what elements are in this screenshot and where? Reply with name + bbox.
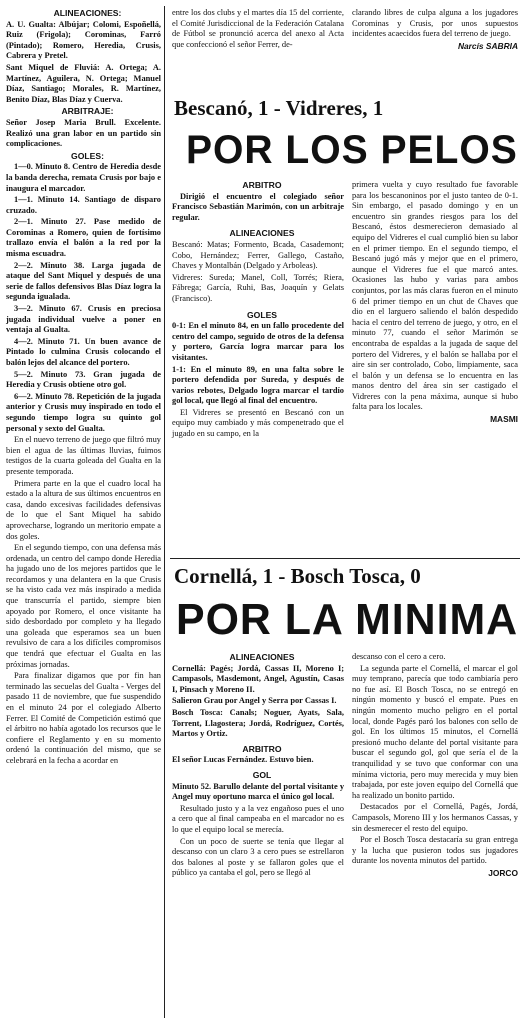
alineaciones-heading: ALINEACIONES xyxy=(229,228,295,239)
gol-entry: 5—2. Minuto 73. Gran jugada de Heredia y Crusis obtiene otro gol. xyxy=(6,369,161,390)
gol-entry: 0-1: En el minuto 84, en un fallo procedente del centro del campo, seguido de otros de la defensa y portero, García logra marcar para los visitantes. xyxy=(172,321,344,362)
gol-entry: 3—2. Minuto 67. Crusis en preciosa jugada individual vuelve a poner en ventaja al Gualta. xyxy=(6,304,161,335)
author-signature: JORCO xyxy=(488,867,518,878)
alineaciones-gualta: A. U. Gualta: Albújar; Colomi, Espoñellá, Ruiz (Frigola); Corominas, Farró (Pintado); Romero, Heredia, Crusis, Cabrera y Pretel. xyxy=(6,19,161,61)
match2-subtitle: Cornellá, 1 - Bosch Tosca, 0 xyxy=(174,564,421,588)
body-paragraph: Primera parte en la que el cuadro local ha estado a la altura de sus últimos encuentros en casa, dando excesivas facilidades defensivas de lo que el Sant Miquel ha sabido aprovecharse, logrando un meritorio empate a dos goles. xyxy=(6,478,161,541)
alineaciones-cornella: Cornellá: Pagés; Jordá, Cassas II, Moreno I; Campasols, Masdemont, Angel, Agustín, Casas I, Pinsach y Moreno II. xyxy=(172,663,344,694)
column-divider xyxy=(164,6,165,1018)
body-paragraph: Resultado justo y a la vez engañoso pues el uno a cero que al final campeaba en el marcador no es lo que el equipo local se merecía. xyxy=(172,803,344,834)
alineaciones-heading: ALINEACIONES: xyxy=(53,8,122,18)
arbitro-text: El señor Lucas Fernández. Estuvo bien. xyxy=(172,755,314,765)
match1-title: POR LOS PELOS xyxy=(186,128,518,172)
body-paragraph: El Vidreres se presentó en Bescanó con un equipo muy cambiado y más compenetrado que el jugado en su campo, en la xyxy=(172,407,344,439)
body-paragraph: Con un poco de suerte se tenía que llegar al descanso con un claro 3 a cero pues se estrellaron dos balones al poste y se fallaron goles que el público ya cantaba el gol, pero se llegó al xyxy=(172,836,344,878)
gol-entry: 6—2. Minuto 78. Repetición de la jugada anterior y Crusis muy inspirado en todo el segundo tiempo logra su quinto gol personal y sexto del Gualta. xyxy=(6,391,161,433)
arbitro-heading: ARBITRO xyxy=(242,743,282,754)
gol-entry: 1-1: En el minuto 89, en una falta sobre le portero defendida por Sureda, y después de varios rebotes, Delgado logra marcar el tardío gol local, que llegó al final del encuentro. xyxy=(172,364,344,406)
body-paragraph: La segunda parte el Cornellá, el marcar el gol muy temprano, parecía que todo cambiaría pero no fue así. El Bosch Tosca, no se entregó en ningún momento y buscó el empate. Pues en ningún momento mucho peligro en el portal local, donde Pagés paró los balones con sello de gol. En los últimos 15 minutos, el Cornellá presionó mucho delante del portal visitante para buscar el segundo gol, gol que sería el de la tranquilidad y se tuvo que conformar con una mínima victoria, pero muy merecida y muy bien trabajada, por este joven equipo del Cornellá que ha realizado un bonito partido. xyxy=(352,663,518,800)
gol-entry: 1—1. Minuto 14. Santiago de disparo cruzado. xyxy=(6,195,161,215)
alineaciones-vidreres: Vidreres: Sureda; Manel, Coll, Torrés; Riera, Fábrega; García, Ruhi, Bas, Joaquín y Gelats (Francisco). xyxy=(172,272,344,303)
alineaciones-heading: ALINEACIONES xyxy=(229,652,295,662)
gol-entry: 2—2. Minuto 38. Larga jugada de ataque del Sant Miquel y después de una serie de fallos defensivos Blas Díaz logra la segunda igualada. xyxy=(6,260,161,302)
alineaciones-bescano: Bescanó: Matas; Formento, Bcada, Casademont; Cobo, Hernández; Ferrer, Gallego, Castaño, Chaves y Montalbán (Delgado y Arboleas). xyxy=(172,239,344,271)
gol-entry: 1—0. Minuto 8. Centro de Heredia desde la banda derecha, remata Crusis por bajo e inaugura el marcador. xyxy=(6,162,161,193)
match2-left-column xyxy=(172,652,344,880)
gol-entry: 2—1. Minuto 27. Pase medido de Corominas a Romero, quien de fortísimo trallazo envía el balón a la red por la misma escuadra. xyxy=(6,217,161,259)
body-paragraph: En el segundo tiempo, con una defensa más ordenada, un centro del campo donde Heredia ha jugado uno de los mejores partidos que le recordamos y una delantera en la que Crusis se ha visto cada vez más inspirado a medida que transcurría el partido, siempre bien apoyado por Romero, el once visitante ha sido desbordado por completo y ha llegado una goleada que esperamos sea un buen revulsivo de cara a los difíciles compromisos que tendrá que efectuar el Gualta en las próximas jornadas. xyxy=(6,543,161,669)
author-signature: MASMI xyxy=(490,414,518,425)
match1-left-column xyxy=(172,180,344,441)
goles-heading: GOLES: xyxy=(71,150,104,161)
arbitraje-text: Señor Josep Maria Brull. Excelente. Realizó una gran labor en un partido sin complicaciones. xyxy=(6,117,161,149)
gol-entry: Minuto 52. Barullo delante del portal visitante y Angel muy oportuno marca el único gol local. xyxy=(172,781,344,802)
gol-heading: GOL xyxy=(252,769,272,780)
arbitro-heading: ARBITRO xyxy=(242,180,282,190)
match1-subtitle: Bescanó, 1 - Vidreres, 1 xyxy=(174,96,384,120)
match2-title: POR LA MINIMA xyxy=(176,595,519,644)
match2-right-column xyxy=(352,652,518,879)
body-paragraph: descanso con el cero a cero. xyxy=(352,652,446,661)
author-signature: Narcís SABRIA xyxy=(457,40,518,51)
alineaciones-sustituciones: Salieron Grau por Angel y Serra por Cassas I. xyxy=(172,696,337,706)
body-paragraph: Para finalizar digamos que por fin han terminado las secuelas del Gualta - Verges del pasado 11 de noviembre, que fue suspendido en el minuto 24 por el colegiado Alberto Ferrer. El Comité de Competición estimó que el árbitro no había agotado los recursos que le confiere el Reglamento y en su momento ordenó la continuación del mismo, que se celebrará en la fecha a acordar en xyxy=(6,671,161,765)
body-paragraph: primera vuelta y cuyo resultado fue favorable para los bescanoninos por el justo tanteo de 0-1. Sin embargo, el pasado domingo y en un encuentro sin grandes riesgos para los del Bescanó, éstos desmerecieron demasiado al equipo del Vidreres el cual cumplió bien su labor en el primer tiempo. En el segundo tiempo, el Bescanó jugó más y mejor que en el primero, aunque el Vidreres fue el que marcó antes. Ocasiones las hubo y varias para ambos conjuntos, por las más claras fueron en el minuto 6 del primer tiempo en un chut de Chaves que dio en el larguero saliendo el balón despedido hacia el centro del terreno de juego, y otro, en el minuto 77, cuando el señor Marimón se encontraba de espaldas a la jugada de saque del portero del Vidreres, y el balón se hallaba por el aire sin ser controlado, Cobo, limpiamente, saca el balón y un defensa se lo encuentra en las manos dentro del área sin ser castigado el Vidreres con la pena máxima, aunque si hubo falta para los locales. xyxy=(352,180,518,412)
body-paragraph: Por el Bosch Tosca destacaría su gran entrega y la lucha que pusieron todos sus jugadores durante los noventa minutos del partido. xyxy=(352,835,518,866)
arbitro-text: Dirigió el encuentro el colegiado señor Francisco Sebastián Marimón, con un arbitraje regular. xyxy=(172,191,344,222)
continuation-text: entre los dos clubs y el martes día 15 del corriente, el Comité Jurisdiccional de la Federación Catalana de Fútbol se pronunció acerca del anexo al Acta que confeccionó el señor Ferrer, de- xyxy=(172,8,344,49)
top-continuation-right xyxy=(352,8,518,52)
top-continuation-mid xyxy=(172,8,344,51)
left-column xyxy=(6,8,161,768)
alineaciones-sant-miquel: Sant Miquel de Fluviá: A. Ortega; A. Martínez, Aguilera, N. Ortega; Manuel Díaz, Santiago; Morales, R. Martínez, Benito Díaz, Blas Díaz y Cuerva. xyxy=(6,62,161,104)
continuation-text: clarando libres de culpa alguna a los jugadores Corominas y Crusis, por unos supuestos incidentes acaecidos fuera del terreno de juego. xyxy=(352,8,518,39)
gol-entry: 4—2. Minuto 71. Un buen avance de Pintado lo culmina Crusis colocando el balón lejos del alcance del portero. xyxy=(6,336,161,367)
body-paragraph: En el nuevo terreno de juego que filtró muy bien el agua de las últimas lluvias, fuimos testigos de la cuarta goleada del Gualta en la presente temporada. xyxy=(6,435,161,476)
match1-right-column xyxy=(352,180,518,426)
goles-heading: GOLES xyxy=(246,309,278,320)
section-divider xyxy=(170,558,520,559)
alineaciones-bosch-tosca: Bosch Tosca: Canals; Noguer, Ayats, Sala, Torrent, Llagostera; Jordá, Rodríguez, Cortés, Martos y Ortiz. xyxy=(172,707,344,739)
body-paragraph: Destacados por el Cornellá, Pagés, Jordá, Campasols, Moreno III y los hermanos Cassas, y sin desmerecer el resto del equipo. xyxy=(352,802,518,833)
arbitraje-heading: ARBITRAJE: xyxy=(61,106,114,117)
